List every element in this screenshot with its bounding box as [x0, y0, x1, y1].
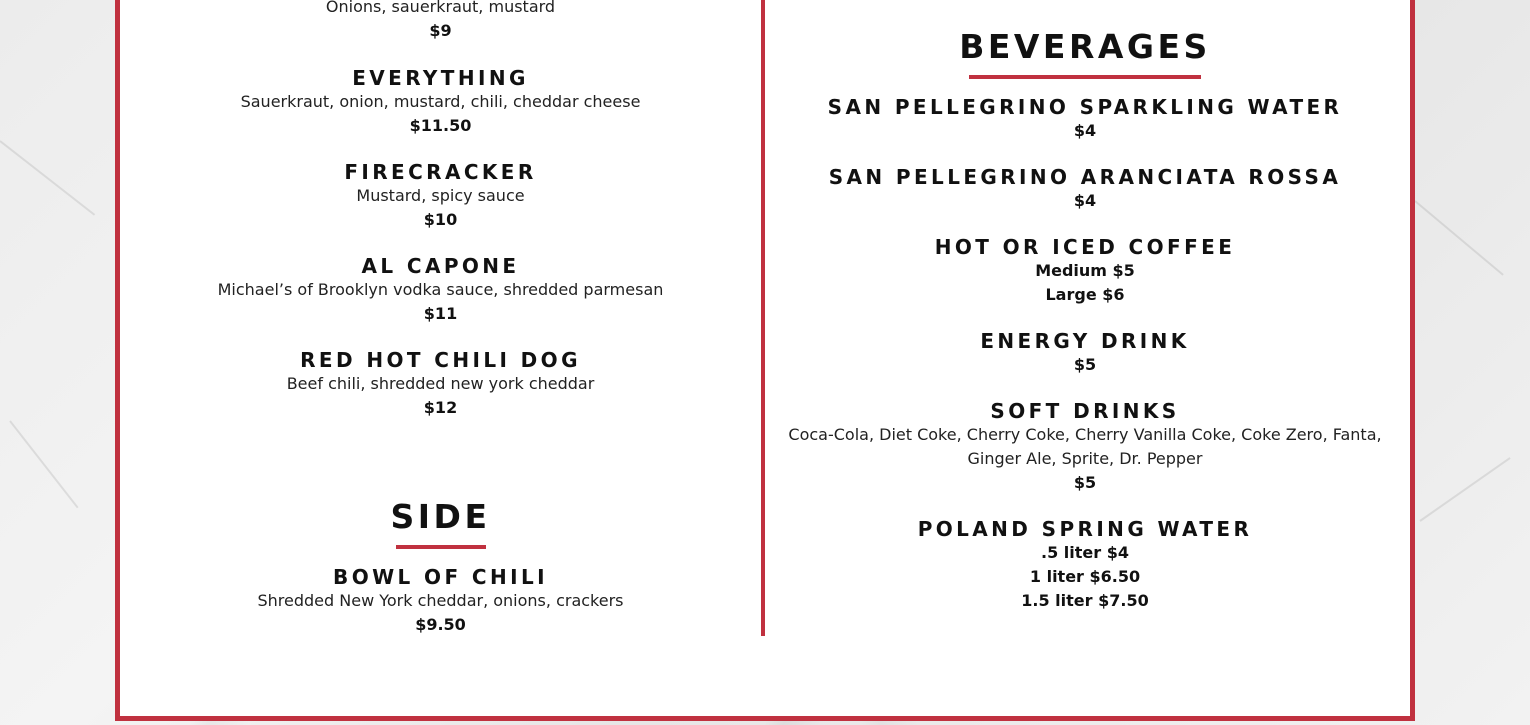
- item-price: .5 liter $4: [1041, 543, 1129, 562]
- menu-item: [765, 329, 1405, 377]
- menu-item: [765, 165, 1405, 213]
- item-name: BOWL OF CHILI: [333, 565, 548, 589]
- item-price: $5: [1073, 473, 1097, 492]
- item-description: Sauerkraut, onion, mustard, chili, cheddar cheese: [240, 92, 641, 111]
- menu-item: [120, 348, 761, 420]
- section-title-beverages: BEVERAGES: [959, 27, 1211, 66]
- menu-item: [765, 517, 1405, 613]
- item-name: POLAND SPRING WATER: [917, 517, 1253, 541]
- section-underline: [969, 75, 1201, 79]
- item-price: Large $6: [1045, 285, 1125, 304]
- item-price: Medium $5: [1035, 261, 1135, 280]
- item-name: EVERYTHING: [352, 66, 529, 90]
- item-price: $9: [429, 21, 452, 40]
- item-name: SAN PELLEGRINO SPARKLING WATER: [827, 95, 1343, 119]
- item-description: Mustard, spicy sauce: [356, 186, 525, 205]
- item-name: RED HOT CHILI DOG: [300, 348, 581, 372]
- item-name: SOFT DRINKS: [990, 399, 1180, 423]
- menu-item: [765, 95, 1405, 143]
- section-underline: [396, 545, 486, 549]
- item-description: Beef chili, shredded new york cheddar: [286, 374, 595, 393]
- item-name: ENERGY DRINK: [980, 329, 1190, 353]
- menu-item: [120, 160, 761, 232]
- item-name: AL CAPONE: [361, 254, 520, 278]
- marble-vein: [9, 420, 78, 508]
- section-title-side: SIDE: [390, 497, 491, 536]
- item-price: $4: [1073, 191, 1097, 210]
- menu-item: [120, 66, 761, 138]
- marble-vein: [0, 140, 95, 215]
- item-name: SAN PELLEGRINO ARANCIATA ROSSA: [828, 165, 1342, 189]
- item-price: $12: [423, 398, 458, 417]
- item-price: $11: [423, 304, 458, 323]
- item-description: Onions, sauerkraut, mustard: [325, 0, 556, 16]
- item-description: Shredded New York cheddar, onions, crackers: [257, 591, 624, 610]
- item-description: Ginger Ale, Sprite, Dr. Pepper: [967, 449, 1203, 468]
- marble-vein: [1419, 457, 1510, 522]
- item-price: 1.5 liter $7.50: [1021, 591, 1149, 610]
- menu-item: [120, 254, 761, 326]
- item-price: $9.50: [415, 615, 466, 634]
- menu-item: [120, 0, 761, 43]
- item-price: $5: [1073, 355, 1097, 374]
- menu-item: [765, 235, 1405, 307]
- menu-item: [765, 399, 1405, 495]
- item-name: FIRECRACKER: [344, 160, 537, 184]
- item-price: $4: [1073, 121, 1097, 140]
- item-name: HOT OR ICED COFFEE: [934, 235, 1236, 259]
- item-description: Michael’s of Brooklyn vodka sauce, shredded parmesan: [217, 280, 664, 299]
- item-price: $10: [423, 210, 458, 229]
- item-price: $11.50: [409, 116, 472, 135]
- marble-vein: [1414, 200, 1503, 275]
- menu-item: [120, 565, 761, 637]
- item-description: Coca-Cola, Diet Coke, Cherry Coke, Cherry Vanilla Coke, Coke Zero, Fanta,: [788, 425, 1382, 444]
- item-price: 1 liter $6.50: [1029, 567, 1141, 586]
